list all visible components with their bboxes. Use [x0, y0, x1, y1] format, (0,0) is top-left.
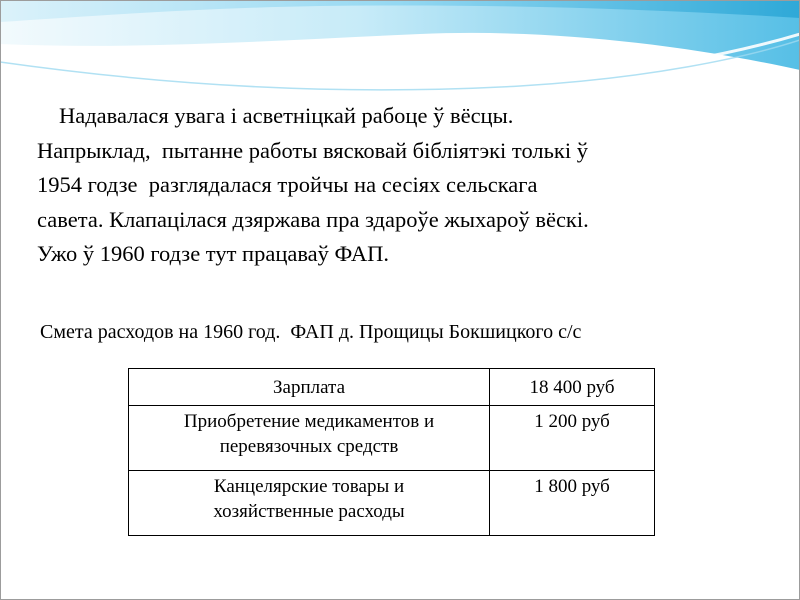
expense-amount: 1 200 руб: [534, 411, 610, 432]
paragraph-line: Напрыклад, пытанне работы вясковай бібліятэкі толькі ў: [37, 137, 588, 163]
paragraph-line: савета. Клапацілася дзяржава пра здароўе жыхароў вёскі.: [37, 206, 589, 232]
expense-item-cell: [129, 406, 490, 471]
expense-item-label-line: Канцелярские товары и: [213, 476, 405, 497]
expense-amount: 1 800 руб: [534, 476, 610, 497]
table-row: [129, 406, 655, 471]
header-wave-decoration: [0, 0, 800, 100]
expense-item-label-line: перевязочных средств: [219, 436, 399, 457]
paragraph-line: 1954 годзе разглядалася тройчы на сесіях сельскага: [37, 172, 538, 197]
expense-item-cell: [129, 471, 490, 536]
table-row: [129, 369, 655, 406]
expense-amount: 18 400 руб: [529, 376, 615, 398]
estimate-caption: Смета расходов на 1960 год. ФАП д. Прощицы Бокшицкого с/с: [40, 321, 582, 343]
table-row: [129, 471, 655, 536]
expense-amount-cell: [490, 406, 655, 471]
expense-item-label: Зарплата: [273, 376, 346, 398]
estimate-table: [128, 368, 655, 536]
paragraph-line: Ужо ў 1960 годзе тут працаваў ФАП.: [37, 241, 390, 266]
intro-paragraph: [37, 99, 785, 272]
expense-item-label-line: Приобретение медикаментов и: [183, 411, 435, 432]
expense-item-cell: [129, 369, 490, 406]
expense-item-label: [131, 471, 487, 524]
expense-amount-cell: [490, 471, 655, 536]
paragraph-line: Надавалася увага і асветніцкай рабоце ў вёсцы.: [59, 103, 514, 128]
expense-item-label: [131, 406, 487, 459]
expense-item-label-line: хозяйственные расходы: [213, 501, 405, 522]
expense-amount-cell: [490, 369, 655, 406]
